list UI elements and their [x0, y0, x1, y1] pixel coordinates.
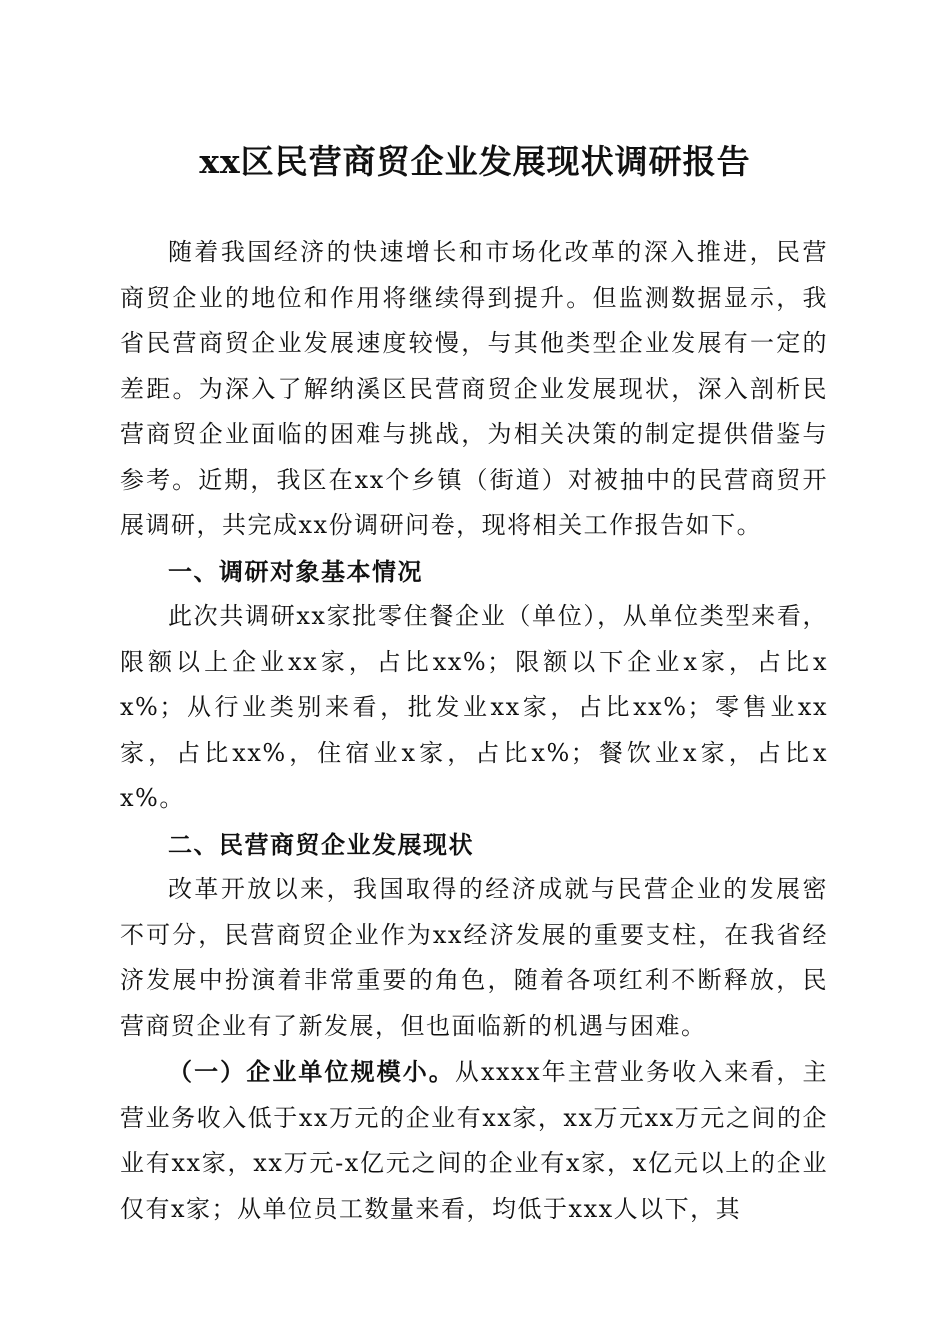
subsection-1-paragraph: [120, 1049, 828, 1232]
subsection-1-heading: （一）企业单位规模小。: [168, 1057, 455, 1086]
survey-subjects-paragraph: 此次共调研xx家批零住餐企业（单位），从单位类型来看，限额以上企业xx家，占比xx%；限额以下企业x家，占比xx%；从行业类别来看，批发业xx家，占比xx%；零售业xx家，占比xx%，住宿业x家，占比x%；餐饮业x家，占比xx%。: [120, 602, 828, 812]
section-heading-1: 一、调研对象基本情况: [168, 556, 423, 586]
development-status-paragraph: 改革开放以来，我国取得的经济成就与民营企业的发展密不可分，民营商贸企业作为xx经济发展的重要支柱，在我省经济发展中扮演着非常重要的角色，随着各项红利不断释放，民营商贸企业有了新发展，但也面临新的机遇与困难。: [120, 875, 828, 1040]
section-heading-2: 二、民营商贸企业发展现状: [168, 829, 474, 859]
intro-paragraph: 随着我国经济的快速增长和市场化改革的深入推进，民营商贸企业的地位和作用将继续得到提升。但监测数据显示，我省民营商贸企业发展速度较慢，与其他类型企业发展有一定的差距。为深入了解纳溪区民营商贸企业发展现状，深入剖析民营商贸企业面临的困难与挑战，为相关决策的制定提供借鉴与参考。近期，我区在xx个乡镇（街道）对被抽中的民营商贸开展调研，共完成xx份调研问卷，现将相关工作报告如下。: [120, 238, 828, 539]
document-body: [120, 230, 828, 1232]
subsection-1-text: 从xxxx年主营业务收入来看，主营业务收入低于xx万元的企业有xx家，xx万元xx万元之间的企业有xx家，xx万元-x亿元之间的企业有x家，x亿元以上的企业仅有x家；从单位员工数量来看，均低于xxx人以下，其: [120, 1058, 829, 1223]
document-title: xx区民营商贸企业发展现状调研报告: [199, 142, 751, 181]
